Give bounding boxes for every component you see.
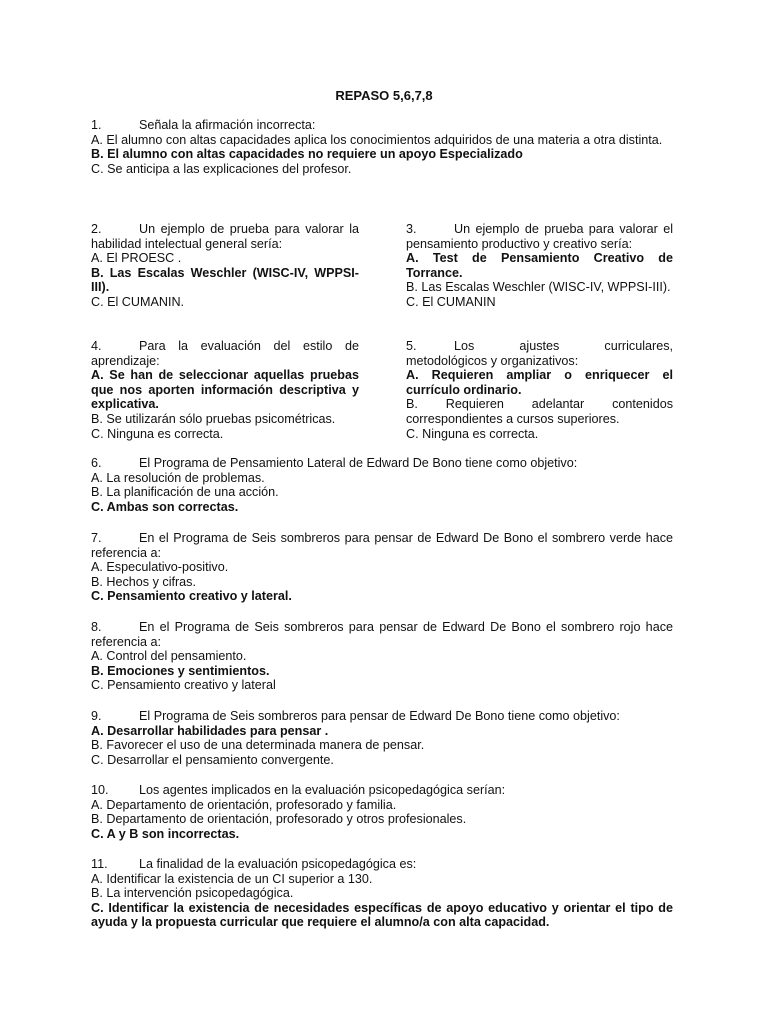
question-stem: 6. El Programa de Pensamiento Lateral de Edward De Bono tiene como objetivo: bbox=[91, 456, 578, 470]
question-stem: 7. En el Programa de Seis sombreros para pensar de Edward De Bono el sombrero verde hace referencia a: bbox=[91, 531, 673, 560]
question-stem: 2. Un ejemplo de prueba para valorar la habilidad intelectual general sería: bbox=[91, 222, 359, 251]
option-c: C. Ninguna es correcta. bbox=[91, 426, 224, 441]
question-9 bbox=[91, 709, 673, 767]
option-b: B. La planificación de una acción. bbox=[91, 485, 279, 500]
option-b: B. El alumno con altas capacidades no requiere un apoyo Especializado bbox=[91, 147, 523, 162]
option-c: C. Desarrollar el pensamiento convergente. bbox=[91, 752, 334, 767]
option-c: C. El CUMANIN. bbox=[91, 294, 185, 309]
option-a: A. Control del pensamiento. bbox=[91, 649, 247, 664]
question-stem: 1. Señala la afirmación incorrecta: bbox=[91, 118, 316, 132]
option-b: B. Hechos y cifras. bbox=[91, 574, 196, 589]
question-number: 11. bbox=[91, 857, 108, 871]
question-stem: 10. Los agentes implicados en la evaluación psicopedagógica serían: bbox=[91, 783, 506, 797]
option-a: A. El PROESC . bbox=[91, 251, 182, 266]
document-title: REPASO 5,6,7,8 bbox=[335, 88, 433, 103]
option-b: B. La intervención psicopedagógica. bbox=[91, 886, 294, 901]
option-b: B. Las Escalas Weschler (WISC-IV, WPPSI-III). bbox=[406, 280, 671, 295]
question-1 bbox=[91, 118, 673, 176]
option-c: C. Ninguna es correcta. bbox=[406, 426, 539, 441]
option-a: A. El alumno con altas capacidades aplica los conocimientos adquiridos de una materia a otra distinta. bbox=[91, 132, 663, 147]
question-stem: 3. Un ejemplo de prueba para valorar el pensamiento productivo y creativo sería: bbox=[406, 222, 673, 251]
question-10 bbox=[91, 783, 673, 841]
question-4 bbox=[91, 339, 359, 441]
question-stem: 5. Los ajustes curriculares, metodológicos y organizativos: bbox=[406, 339, 673, 368]
option-c: C. Ambas son correctas. bbox=[91, 499, 239, 514]
question-number: 7. bbox=[91, 531, 102, 545]
question-number: 3. bbox=[406, 222, 417, 236]
question-stem: 9. El Programa de Seis sombreros para pensar de Edward De Bono tiene como objetivo: bbox=[91, 709, 620, 723]
option-b: B. Favorecer el uso de una determinada manera de pensar. bbox=[91, 738, 425, 753]
question-5 bbox=[406, 339, 673, 441]
option-b: B. Departamento de orientación, profesorado y otros profesionales. bbox=[91, 812, 467, 827]
question-number: 8. bbox=[91, 620, 102, 634]
question-number: 10. bbox=[91, 783, 109, 797]
question-number: 4. bbox=[91, 339, 102, 353]
option-b: B. Requieren adelantar contenidos correspondientes a cursos superiores. bbox=[406, 397, 673, 426]
question-number: 6. bbox=[91, 456, 102, 470]
option-c: C. Se anticipa a las explicaciones del profesor. bbox=[91, 161, 352, 176]
option-a: A. Test de Pensamiento Creativo de Torrance. bbox=[406, 251, 673, 280]
question-number: 2. bbox=[91, 222, 102, 236]
option-a: A. Requieren ampliar o enriquecer el currículo ordinario. bbox=[406, 368, 673, 397]
option-b: B. Las Escalas Weschler (WISC-IV, WPPSI-III). bbox=[91, 265, 359, 295]
question-number: 9. bbox=[91, 709, 102, 723]
option-c: C. El CUMANIN bbox=[406, 294, 496, 309]
question-number: 1. bbox=[91, 118, 102, 132]
question-stem: 4. Para la evaluación del estilo de aprendizaje: bbox=[91, 339, 359, 368]
option-c: C. Identificar la existencia de necesidades específicas de apoyo educativo y orientar el tipo de ayuda y la propuesta curricular que requiere el alumno/a con alta capacidad. bbox=[91, 900, 673, 930]
question-7 bbox=[91, 531, 673, 604]
question-6 bbox=[91, 456, 673, 514]
option-b: B. Se utilizarán sólo pruebas psicométricas. bbox=[91, 411, 336, 426]
option-a: A. Identificar la existencia de un CI superior a 130. bbox=[91, 871, 373, 886]
question-stem: 8. En el Programa de Seis sombreros para pensar de Edward De Bono el sombrero rojo hace referencia a: bbox=[91, 620, 673, 649]
option-c: C. A y B son incorrectas. bbox=[91, 826, 240, 841]
question-stem: 11. La finalidad de la evaluación psicopedagógica es: bbox=[91, 857, 417, 871]
question-2 bbox=[91, 222, 359, 310]
option-a: A. La resolución de problemas. bbox=[91, 470, 265, 485]
question-8 bbox=[91, 620, 673, 693]
question-number: 5. bbox=[406, 339, 417, 353]
question-3 bbox=[406, 222, 673, 310]
option-a: A. Especulativo-positivo. bbox=[91, 560, 229, 575]
option-c: C. Pensamiento creativo y lateral. bbox=[91, 589, 292, 604]
option-b: B. Emociones y sentimientos. bbox=[91, 663, 270, 678]
option-a: A. Departamento de orientación, profesorado y familia. bbox=[91, 797, 397, 812]
question-11 bbox=[91, 857, 673, 930]
option-a: A. Desarrollar habilidades para pensar . bbox=[91, 723, 329, 738]
option-a: A. Se han de seleccionar aquellas pruebas que nos aporten información descriptiva y explicativa. bbox=[91, 368, 359, 412]
option-c: C. Pensamiento creativo y lateral bbox=[91, 678, 276, 693]
